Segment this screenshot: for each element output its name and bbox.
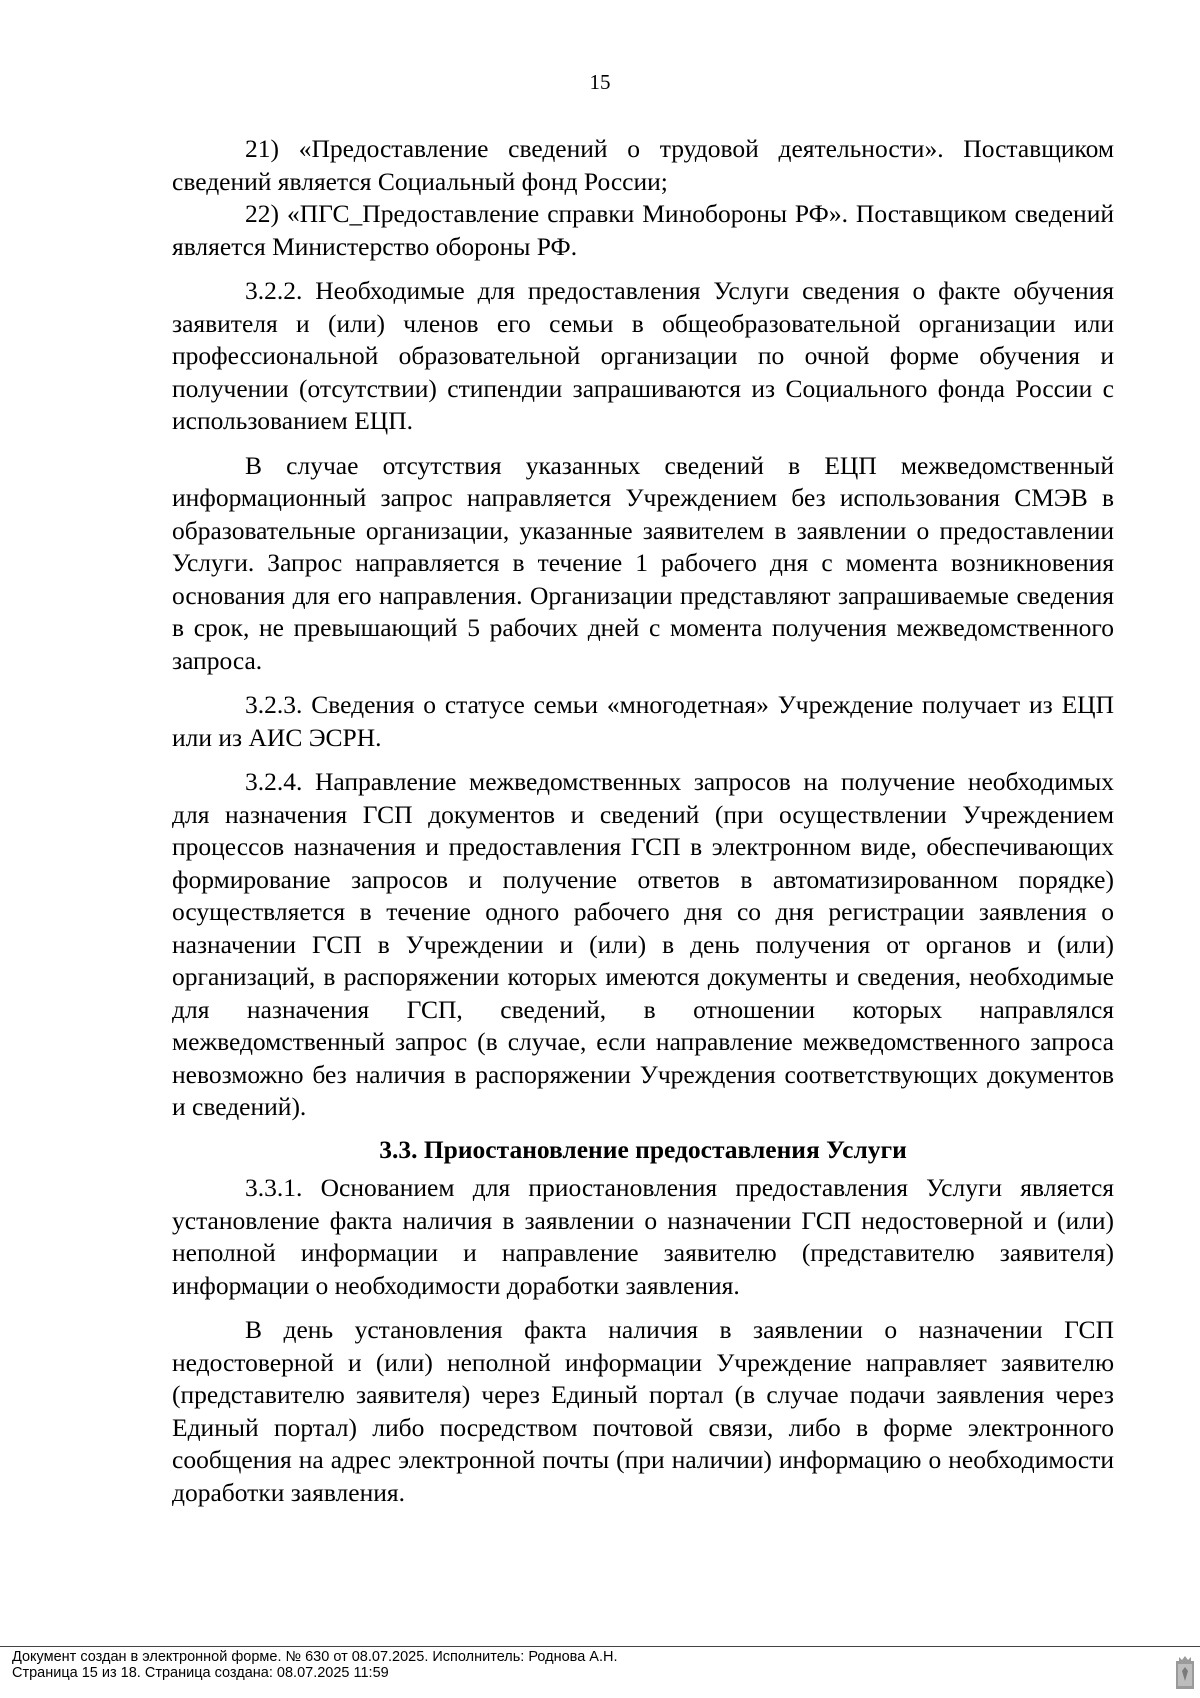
paragraph-3-3-1: 3.3.1. Основанием для приостановления предоставления Услуги является установление факта наличия в заявлении о назначении ГСП недостоверной и (или) неполной информации и направление заявителю (представителю заявителя) информации о необходимости доработки заявления.: [172, 1173, 1114, 1300]
paragraph-3-2-2: 3.2.2. Необходимые для предоставления Услуги сведения о факте обучения заявителя и (или) членов его семьи в общеобразовательной организации или профессиональной образовательной организации по очной форме обучения и получении (отсутствии) стипендии запрашиваются из Социального фонда России с использованием ЕЦП.: [172, 276, 1114, 435]
footer-document-info: Документ создан в электронной форме. № 630 от 08.07.2025. Исполнитель: Роднова А.Н.: [12, 1649, 618, 1665]
list-item-22: 22) «ПГС_Предоставление справки Минобороны РФ». Поставщиком сведений является Министерство обороны РФ.: [172, 199, 1114, 261]
paragraph-3-3-1-continued: В день установления факта наличия в заявлении о назначении ГСП недостоверной и (или) неполной информации Учреждение направляет заявителю (представителю заявителя) через Единый портал (в случае подачи заявления через Единый портал) либо посредством почтовой связи, либо в форме электронного сообщения на адрес электронной почты (при наличии) информацию о необходимости доработки заявления.: [172, 1315, 1114, 1507]
document-footer: [12, 1649, 618, 1681]
paragraph-3-2-2-continued: В случае отсутствия указанных сведений в ЕЦП межведомственный информационный запрос направляется Учреждением без использования СМЭВ в образовательные организации, указанные заявителем в заявлении о предоставлении Услуги. Запрос направляется в течение 1 рабочего дня с момента возникновения основания для его направления. Организации представляют запрашиваемые сведения в срок, не превышающий 5 рабочих дней с момента получения межведомственного запроса.: [172, 450, 1114, 675]
page-number: 15: [589, 70, 611, 94]
list-item-21: 21) «Предоставление сведений о трудовой деятельности». Поставщиком сведений является Социальный фонд России;: [172, 134, 1114, 196]
coat-of-arms-icon: [1176, 1655, 1194, 1689]
document-body: [172, 133, 1114, 1509]
paragraph-3-2-3: 3.2.3. Сведения о статусе семьи «многодетная» Учреждение получает из ЕЦП или из АИС ЭСРН.: [172, 690, 1114, 752]
section-heading-3-3: 3.3. Приостановление предоставления Услуги: [379, 1134, 907, 1164]
footer-page-info: Страница 15 из 18. Страница создана: 08.07.2025 11:59: [12, 1665, 389, 1681]
paragraph-3-2-4: 3.2.4. Направление межведомственных запросов на получение необходимых для назначения ГСП документов и сведений (при осуществлении Учреждением процессов назначения и предоставления ГСП в электронном виде, обеспечивающих формирование запросов и получение ответов в автоматизированном порядке) осуществляется в течение одного рабочего дня со дня регистрации заявления о назначении ГСП в Учреждении и (или) в день получения от органов и (или) организаций, в распоряжении которых имеются документы и сведения, необходимые для назначения ГСП, сведений, в отношении которых направлялся межведомственный запрос (в случае, если направление межведомственного запроса невозможно без наличия в распоряжении Учреждения соответствующих документов и сведений).: [172, 767, 1114, 1121]
footer-divider: [0, 1646, 1200, 1647]
